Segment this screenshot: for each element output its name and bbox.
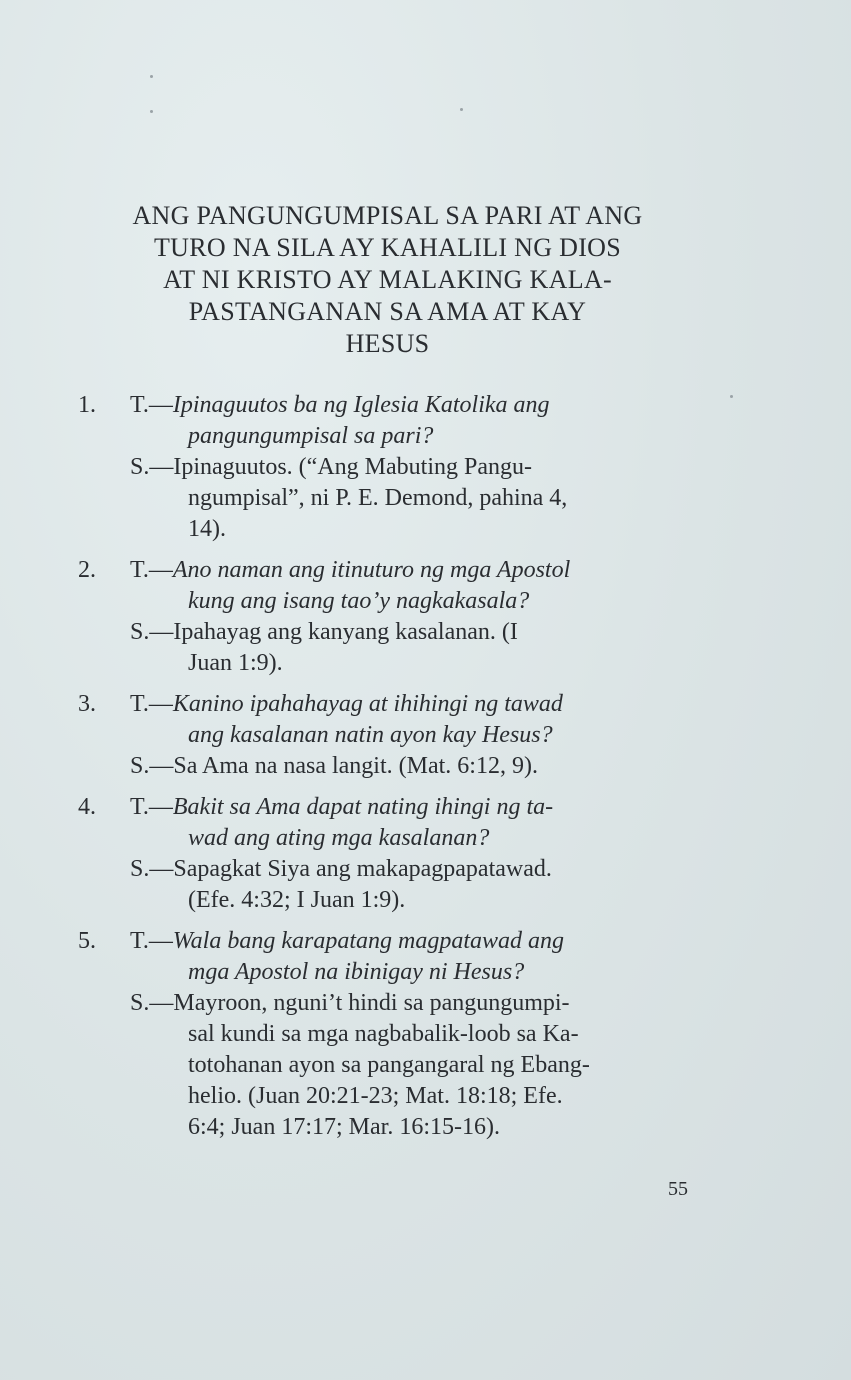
- question-text: pangungumpisal sa pari?: [188, 423, 434, 449]
- question-text: Kanino ipahahayag at ihihingi ng tawad: [172, 691, 563, 717]
- qa-item: [78, 390, 718, 545]
- question-text: ang kasalanan natin ayon kay Hesus?: [188, 722, 553, 748]
- answer-text: Ipahayag ang kanyang kasalanan. (I: [173, 619, 518, 645]
- page-number: 55: [668, 1178, 688, 1200]
- question-answer-list: [78, 390, 718, 1153]
- answer-label: S.—: [130, 454, 174, 480]
- answer-text: ngumpisal”, ni P. E. Demond, pahina 4,: [188, 485, 568, 511]
- answer-text: Mayroon, nguni’t hindi sa pangungumpi-: [173, 990, 570, 1016]
- heading-line: ANG PANGUNGUMPISAL SA PARI AT ANG: [132, 201, 643, 230]
- question-text: wad ang ating mga kasalanan?: [188, 825, 490, 851]
- item-number: 1.: [78, 392, 96, 418]
- answer-text: Sa Ama na nasa langit. (Mat. 6:12, 9).: [173, 753, 538, 779]
- answer-label: S.—: [130, 619, 174, 645]
- answer-text: Ipinaguutos. (“Ang Mabuting Pangu-: [173, 454, 532, 480]
- question-label: T.—: [130, 392, 173, 418]
- question-text: Ipinaguutos ba ng Iglesia Katolika ang: [172, 392, 550, 418]
- chapter-heading: [60, 200, 715, 360]
- answer: [78, 854, 718, 885]
- answer-text: totohanan ayon sa pangangaral ng Ebang-: [188, 1052, 590, 1078]
- answer-text: 6:4; Juan 17:17; Mar. 16:15-16).: [188, 1114, 500, 1140]
- question-text: kung ang isang tao’y nagkakasala?: [188, 588, 530, 614]
- question: [78, 689, 718, 720]
- answer-label: S.—: [130, 990, 174, 1016]
- answer-text: 14).: [188, 516, 226, 542]
- heading-line: TURO NA SILA AY KAHALILI NG DIOS: [153, 233, 621, 262]
- answer-text: Juan 1:9).: [188, 650, 283, 676]
- question-text: Ano naman ang itinuturo ng mga Apostol: [172, 557, 571, 583]
- paper-speck: [460, 108, 463, 111]
- question: [78, 555, 718, 586]
- paper-speck: [730, 395, 733, 398]
- heading-line: AT NI KRISTO AY MALAKING KALA-: [163, 265, 612, 294]
- question-text: Wala bang karapatang magpatawad ang: [172, 928, 565, 954]
- item-number: 3.: [78, 691, 96, 717]
- question-label: T.—: [130, 691, 173, 717]
- heading-line: PASTANGANAN SA AMA AT KAY: [188, 297, 587, 326]
- answer-text: sal kundi sa mga nagbabalik-loob sa Ka-: [188, 1021, 579, 1047]
- qa-item: [78, 689, 718, 782]
- answer-text: helio. (Juan 20:21-23; Mat. 18:18; Efe.: [188, 1083, 563, 1109]
- question: [78, 390, 718, 421]
- answer-label: S.—: [130, 856, 174, 882]
- question-label: T.—: [130, 794, 173, 820]
- item-number: 2.: [78, 557, 96, 583]
- item-number: 5.: [78, 928, 96, 954]
- question: [78, 926, 718, 957]
- qa-item: [78, 555, 718, 679]
- answer-text: Sapagkat Siya ang makapagpapatawad.: [173, 856, 552, 882]
- question-text: mga Apostol na ibinigay ni Hesus?: [188, 959, 525, 985]
- answer: [78, 617, 718, 648]
- answer-text: (Efe. 4:32; I Juan 1:9).: [188, 887, 406, 913]
- paper-speck: [150, 75, 153, 78]
- qa-item: [78, 792, 718, 916]
- answer: [78, 751, 718, 782]
- item-number: 4.: [78, 794, 96, 820]
- question: [78, 792, 718, 823]
- qa-item: [78, 926, 718, 1143]
- paper-speck: [150, 110, 153, 113]
- question-label: T.—: [130, 557, 173, 583]
- answer: [78, 452, 718, 483]
- answer-label: S.—: [130, 753, 174, 779]
- question-text: Bakit sa Ama dapat nating ihingi ng ta-: [172, 794, 554, 820]
- question-label: T.—: [130, 928, 173, 954]
- heading-line: HESUS: [345, 329, 430, 358]
- answer: [78, 988, 718, 1019]
